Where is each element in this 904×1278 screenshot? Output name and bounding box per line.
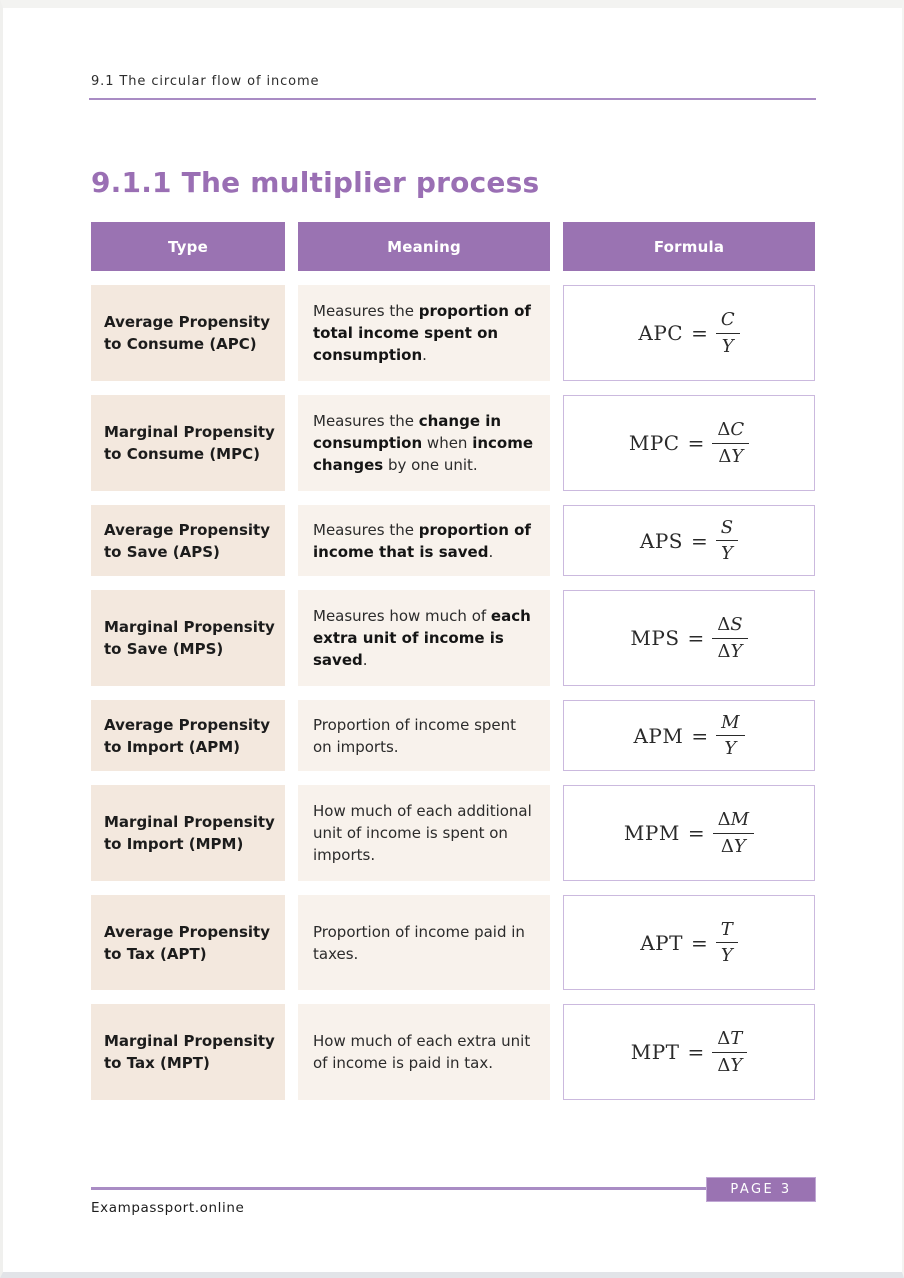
meaning-cell: Proportion of income paid in taxes. — [298, 895, 550, 990]
page-number-badge: PAGE 3 — [706, 1177, 816, 1202]
formula-cell — [563, 700, 815, 771]
formula-cell — [563, 395, 815, 491]
column-header-type: Type — [91, 222, 285, 271]
type-cell: Average Propensity to Save (APS) — [91, 505, 285, 576]
type-cell: Average Propensity to Tax (APT) — [91, 895, 285, 990]
formula-expression: MPM = $\frac{\Delta M}{\Delta Y}$ — [624, 808, 754, 858]
type-cell: Marginal Propensity to Consume (MPC) — [91, 395, 285, 491]
site-name: Exampassport.online — [91, 1200, 245, 1216]
column-header-meaning: Meaning — [298, 222, 550, 271]
type-cell: Marginal Propensity to Save (MPS) — [91, 590, 285, 686]
meaning-cell: Proportion of income spent on imports. — [298, 700, 550, 771]
formula-expression: APS = $\frac{S}{Y}$ — [640, 516, 738, 566]
formula-cell — [563, 505, 815, 576]
formula-cell — [563, 285, 815, 381]
formula-cell — [563, 895, 815, 990]
formula-expression: APC = $\frac{C}{Y}$ — [638, 308, 739, 358]
page-footer — [91, 1177, 816, 1222]
formula-cell — [563, 785, 815, 881]
type-cell: Marginal Propensity to Tax (MPT) — [91, 1004, 285, 1100]
type-cell: Average Propensity to Consume (APC) — [91, 285, 285, 381]
formula-cell — [563, 1004, 815, 1100]
meaning-cell: How much of each extra unit of income is paid in tax. — [298, 1004, 550, 1100]
formula-expression: APT = $\frac{T}{Y}$ — [640, 918, 738, 968]
formula-expression: MPC = $\frac{\Delta C}{\Delta Y}$ — [629, 418, 749, 468]
type-cell: Average Propensity to Import (APM) — [91, 700, 285, 771]
column-header-formula: Formula — [563, 222, 815, 271]
page-title: 9.1.1 The multiplier process — [91, 166, 540, 199]
type-cell: Marginal Propensity to Import (MPM) — [91, 785, 285, 881]
breadcrumb: 9.1 The circular flow of income — [91, 74, 320, 89]
meaning-cell: Measures the proportion of income that is saved. — [298, 505, 550, 576]
multiplier-table — [91, 222, 816, 1100]
footer-divider — [91, 1187, 790, 1190]
formula-expression: MPT = $\frac{\Delta T}{\Delta Y}$ — [631, 1027, 748, 1077]
meaning-cell: Measures the proportion of total income spent on consumption. — [298, 285, 550, 381]
meaning-cell: How much of each additional unit of income is spent on imports. — [298, 785, 550, 881]
formula-expression: APM = $\frac{M}{Y}$ — [633, 711, 744, 761]
meaning-cell: Measures how much of each extra unit of income is saved. — [298, 590, 550, 686]
formula-expression: MPS = $\frac{\Delta S}{\Delta Y}$ — [630, 613, 747, 663]
meaning-cell: Measures the change in consumption when income changes by one unit. — [298, 395, 550, 491]
breadcrumb-divider — [89, 98, 816, 100]
formula-cell — [563, 590, 815, 686]
